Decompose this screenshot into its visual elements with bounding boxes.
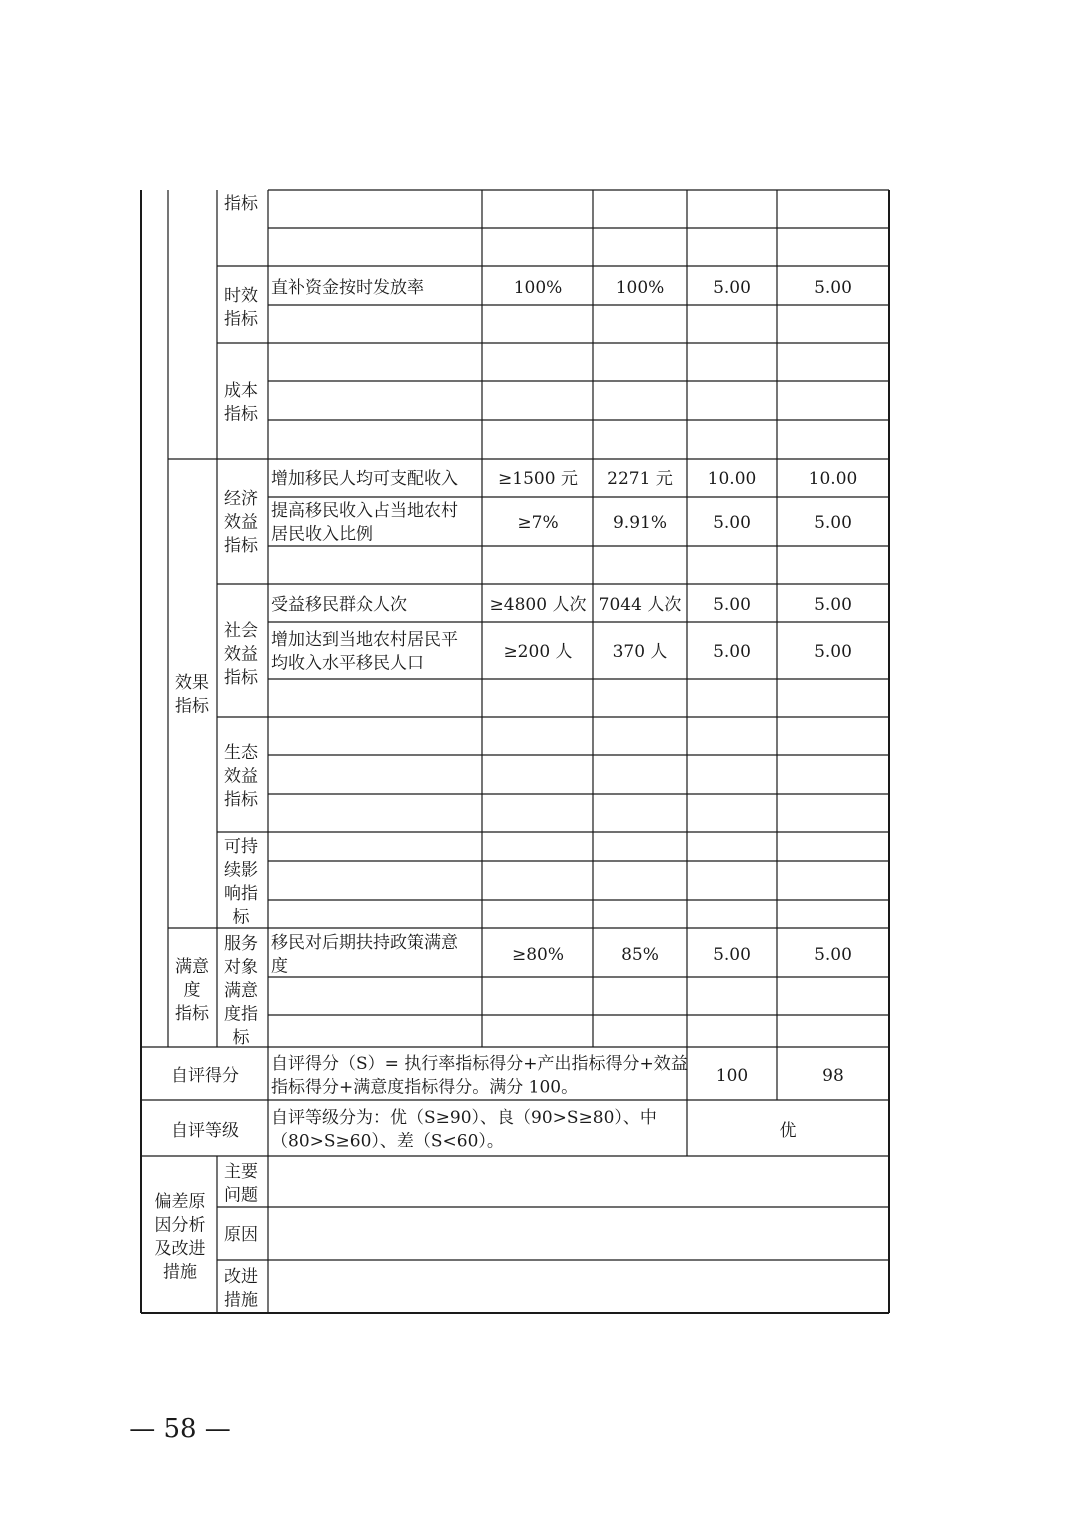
table-cell-text: ≥80% [511,945,565,965]
table-cell-text: 98 [822,1066,844,1086]
table-cell-text: 社会效益指标 [224,621,258,688]
performance-table-text [155,194,858,1311]
table-cell-text: 自评得分（S）= 执行率指标得分+产出指标得分+效益指标得分+满意度指标得分。满分 100。 [271,1054,688,1098]
table-cell-text: 10.00 [707,469,757,489]
table-cell-text: 主要问题 [224,1162,258,1206]
table-cell-text: 7044 人次 [598,595,682,615]
table-cell-text: 85% [621,945,659,965]
table-cell-text: 5.00 [814,642,852,662]
table-cell-text: 可持续影响指标 [224,837,258,928]
table-cell-text: 直补资金按时发放率 [271,278,424,298]
table-cell-text: 优 [779,1121,797,1141]
table-cell-text: 100% [615,278,665,298]
table-cell-text: 增加移民人均可支配收入 [271,469,458,489]
page-number: — 58 — [129,1414,231,1444]
table-cell-text: 5.00 [814,595,852,615]
table-cell-text: 5.00 [713,278,751,298]
table-cell-text: 10.00 [808,469,858,489]
table-cell-text: 自评等级 [171,1121,239,1141]
table-cell-text: 原因 [224,1225,258,1245]
table-cell-text: 服务对象满意度指标 [224,934,258,1048]
table-cell-text: ≥7% [517,513,559,533]
table-cell-text: 偏差原因分析及改进措施 [154,1192,206,1283]
table-cell-text: 5.00 [713,595,751,615]
table-cell-text: 2271 元 [607,469,673,489]
table-cell-text: 效果指标 [175,673,209,717]
table-cell-text: 经济效益指标 [224,489,258,556]
table-cell-text: 100 [715,1066,749,1086]
table-cell-text: 370 人 [612,642,668,662]
table-cell-text: 5.00 [814,278,852,298]
table-cell-text: ≥1500 元 [498,469,578,489]
table-cell-text: ≥200 人 [503,642,573,662]
table-cell-text: 生态效益指标 [224,743,258,810]
table-cell-text: 自评得分 [171,1066,239,1086]
table-cell-text: 指标 [224,194,258,214]
table-cell-text: 改进措施 [224,1267,258,1311]
table-cell-text: 时效指标 [224,286,258,330]
table-cell-text: 5.00 [713,642,751,662]
table-cell-text: 成本指标 [224,381,258,425]
table-cell-text: 受益移民群众人次 [271,595,407,615]
table-cell-text: 100% [513,278,563,298]
table-cell-text: 自评等级分为：优（S≥90）、良（90>S≥80）、中（80>S≥60）、差（S<60）。 [271,1108,657,1152]
table-cell-text: 提高移民收入占当地农村居民收入比例 [271,501,458,545]
table-cell-text: 5.00 [713,945,751,965]
table-cell-text: ≥4800 人次 [489,595,587,615]
table-cell-text: 满意度指标 [175,957,209,1024]
table-cell-text: 移民对后期扶持政策满意度 [271,933,458,977]
table-cell-text: 9.91% [612,513,668,533]
table-cell-text: 5.00 [814,513,852,533]
table-cell-text: 5.00 [713,513,751,533]
table-cell-text: 5.00 [814,945,852,965]
table-cell-text: 增加达到当地农村居民平均收入水平移民人口 [271,630,458,674]
